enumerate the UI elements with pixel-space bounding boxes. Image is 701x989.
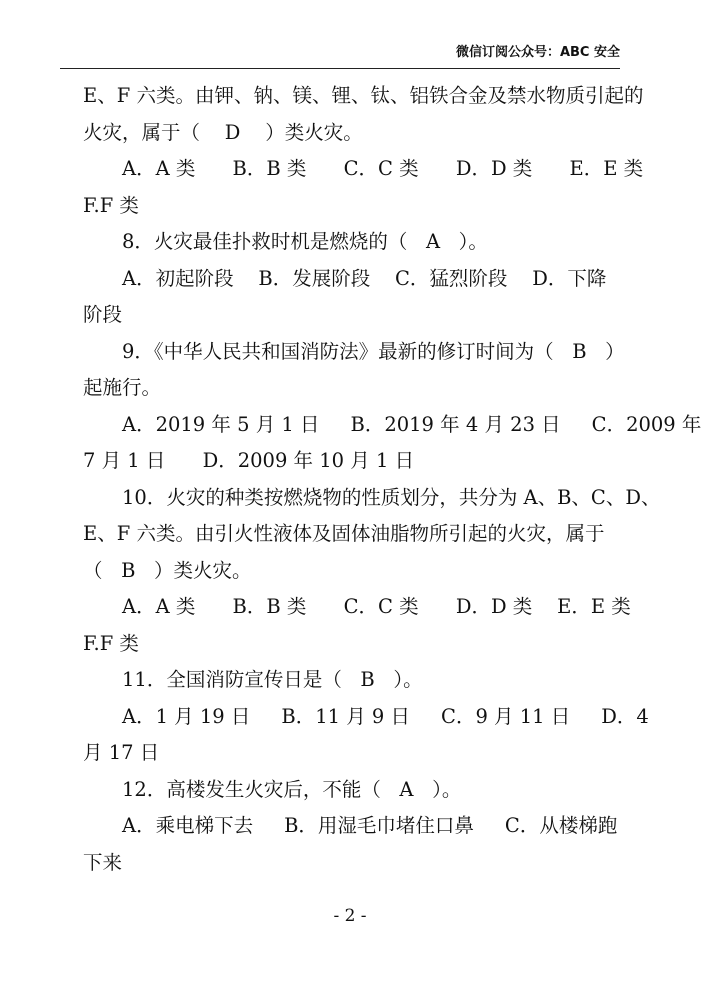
text-line: A．乘电梯下去 B．用湿毛巾堵住口鼻 C．从楼梯跑 — [122, 814, 618, 837]
text-line: E、F 六类。由钾、钠、镁、锂、钛、铝铁合金及禁水物质引起的 — [83, 84, 644, 107]
text-line: 9．《中华人民共和国消防法》最新的修订时间为（ B ） — [122, 339, 625, 363]
text-line: 月 17 日 — [83, 741, 160, 764]
text-line: A．2019 年 5 月 1 日 B．2019 年 4 月 23 日 C．2009 年 — [122, 412, 701, 436]
text-line: 10．火灾的种类按燃烧物的性质划分，共分为 A、B、C、D、 — [122, 485, 661, 509]
text-line: 火灾，属于（ D ）类火灾。 — [83, 120, 363, 144]
text-line: 起施行。 — [83, 376, 162, 399]
text-line: A．A 类 B．B 类 C．C 类 D．D 类 E．E 类 — [122, 595, 631, 618]
text-line: 12．高楼发生火灾后，不能（ A ）。 — [122, 777, 462, 801]
text-line: F.F 类 — [83, 631, 139, 655]
document-body — [83, 78, 701, 881]
text-line: E、F 六类。由引火性液体及固体油脂物所引起的火灾，属于 — [83, 522, 605, 545]
page-number: - 2 - — [333, 906, 367, 926]
text-line: A．1 月 19 日 B．11 月 9 日 C．9 月 11 日 D．4 — [122, 704, 649, 728]
text-line: 7 月 1 日 D．2009 年 10 月 1 日 — [83, 449, 415, 472]
page-header: 微信订阅公众号：ABC 安全 — [60, 42, 620, 69]
text-line: A．初起阶段 B．发展阶段 C．猛烈阶段 D．下降 — [122, 266, 607, 290]
text-line: F.F 类 — [83, 193, 139, 217]
text-line: 8．火灾最佳扑救时机是燃烧的（ A ）。 — [122, 230, 488, 253]
text-line: 阶段 — [83, 303, 123, 326]
text-line: （ B ）类火灾。 — [83, 558, 252, 582]
text-line: 11．全国消防宣传日是（ B ）。 — [122, 668, 423, 691]
text-line: A．A 类 B．B 类 C．C 类 D．D 类 E．E 类 — [122, 157, 644, 180]
text-line: 下来 — [83, 850, 123, 874]
